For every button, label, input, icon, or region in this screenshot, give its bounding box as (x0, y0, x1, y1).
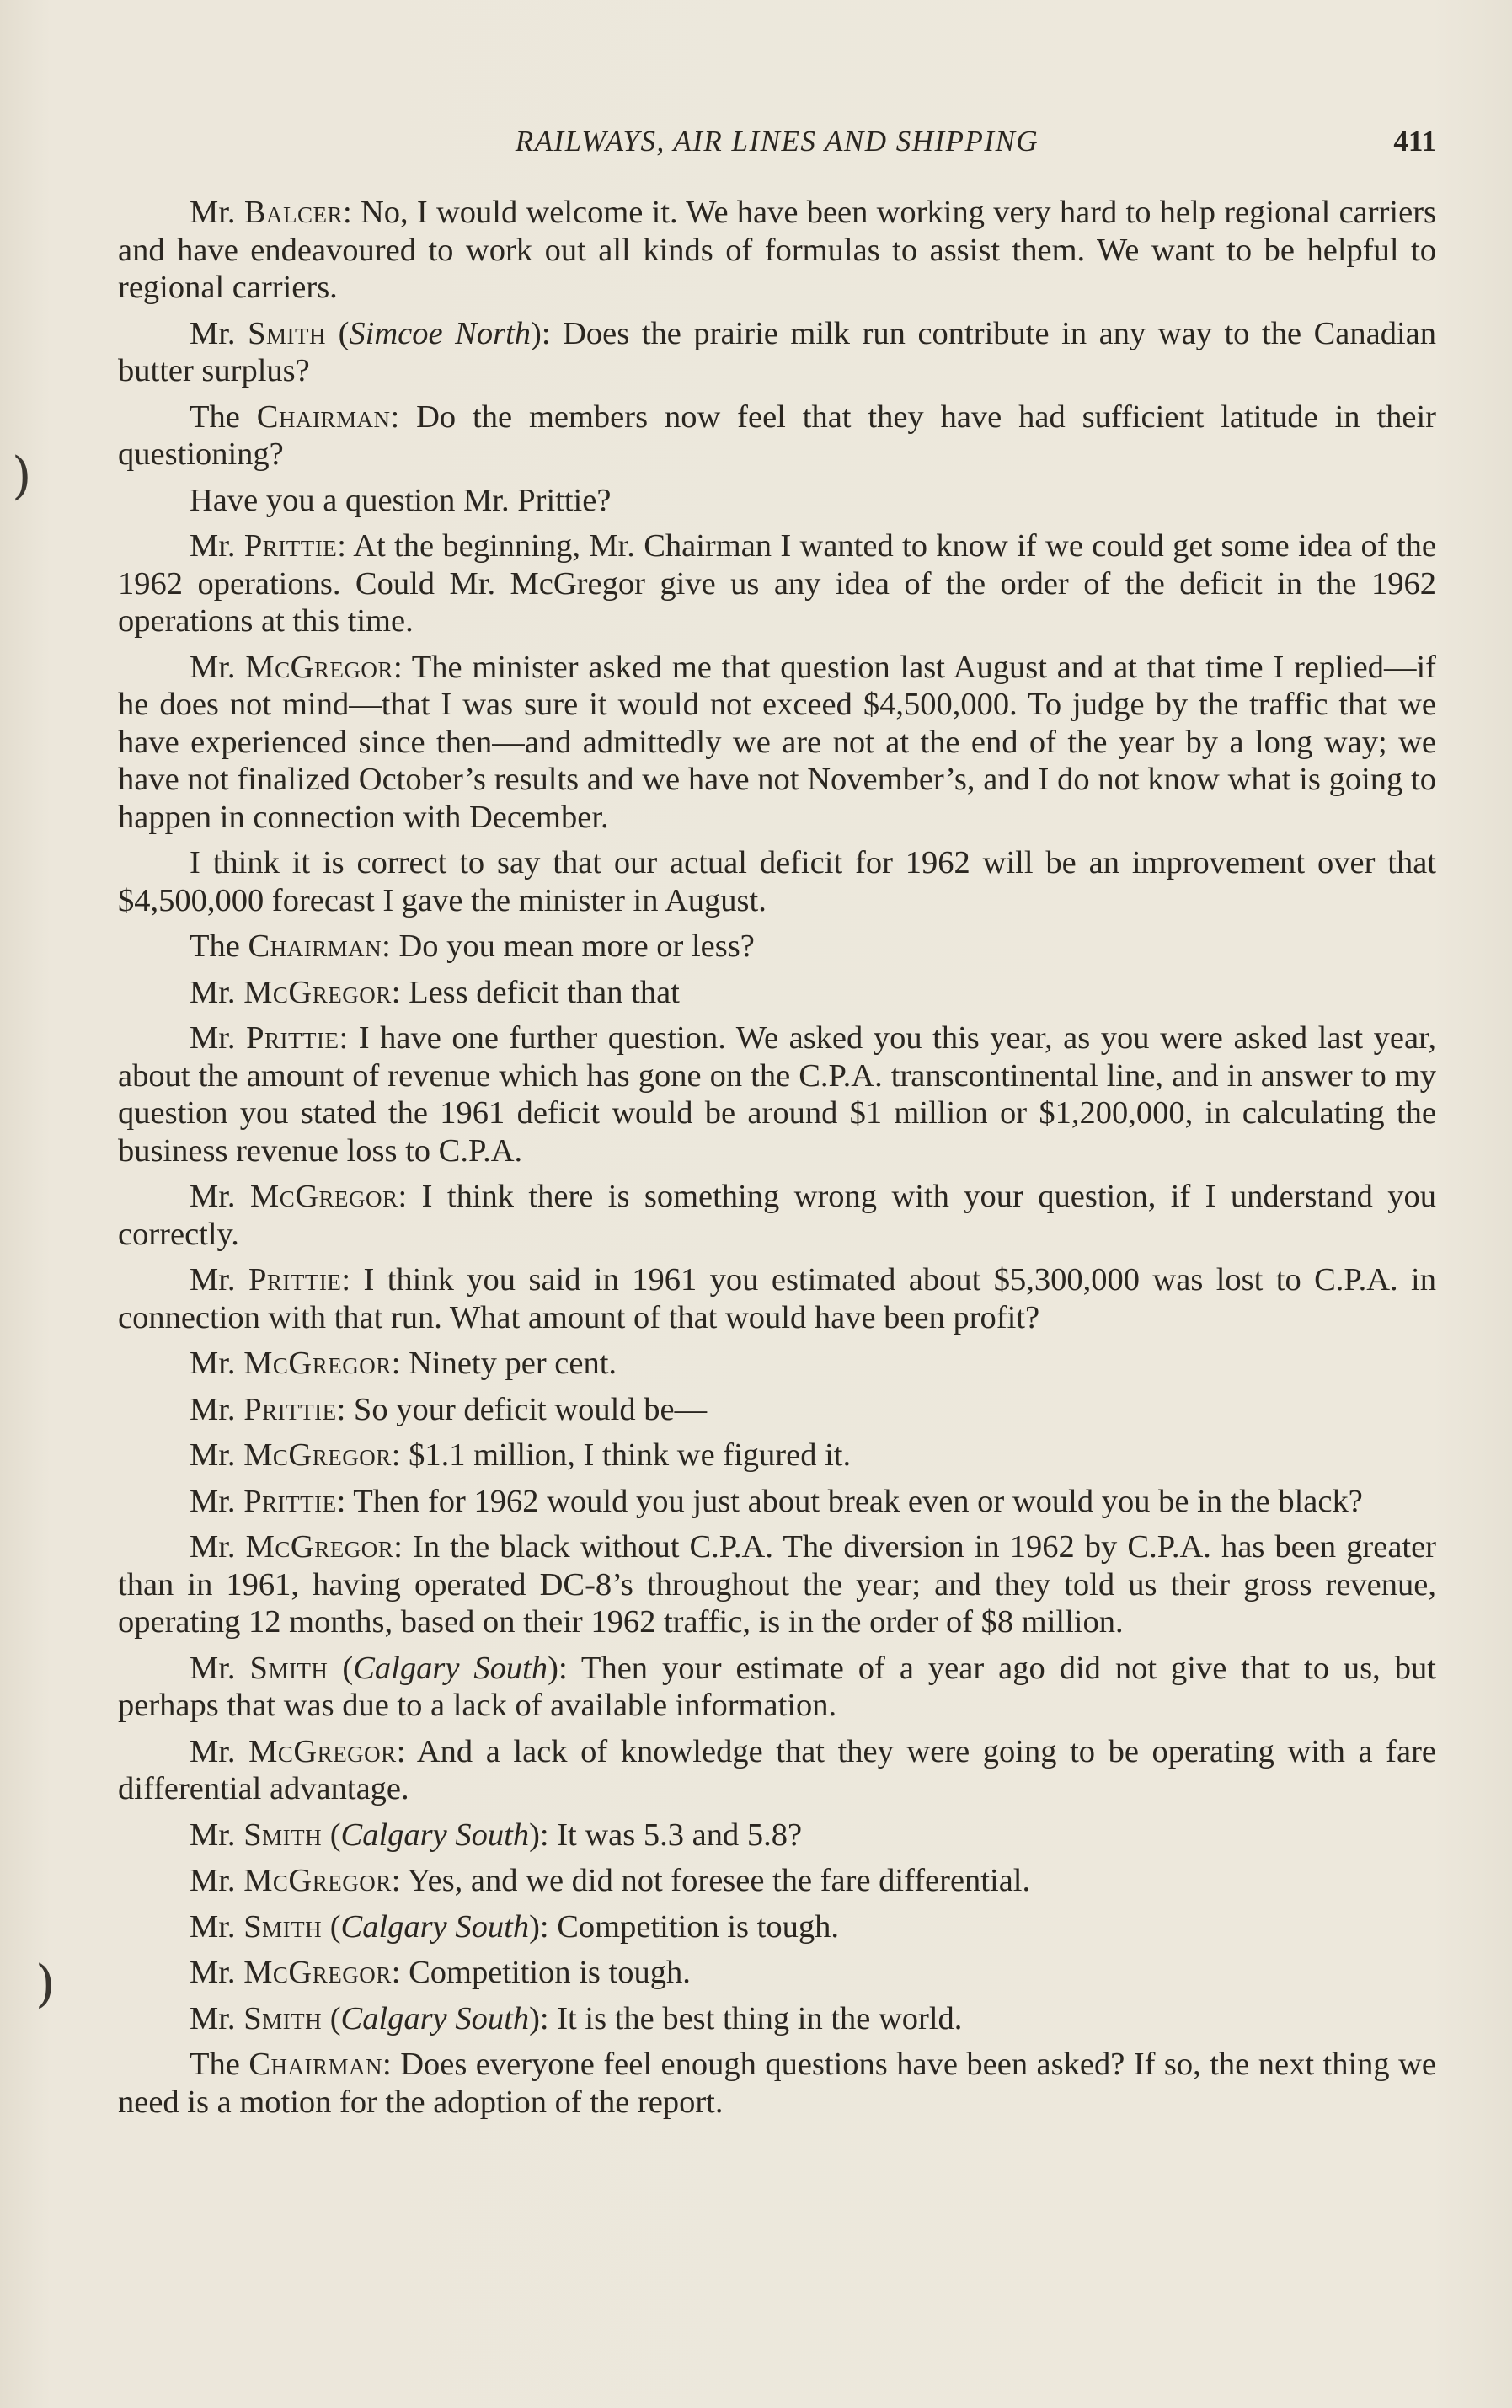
transcript-body (118, 194, 1436, 2129)
margin-bracket-mark: ) (12, 447, 32, 506)
paragraph-text: It was 5.3 and 5.8? (557, 1817, 803, 1853)
transcript-paragraph: Mr. McGregor: The minister asked me that question last August and at that time I replied—if he does not mind—that I was sure it would not exceed $4,500,000. To judge by the traffic that we have experienced since then—and admittedly we are not at the end of the year by a long way; we have not finalized October’s results and we have not November’s, and I do not know what is going to happen in connection with December. (118, 649, 1436, 835)
transcript-paragraph: Mr. Prittie: I think you said in 1961 you estimated about $5,300,000 was lost to C.P.A. in connection with that run. What amount of that would have been profit? (118, 1262, 1436, 1335)
paragraph-text: Does everyone feel enough questions have been asked? If so, the next thing we need is a motion for the adoption of the report. (118, 2047, 1437, 2120)
speaker-name: Mr. Smith (190, 1908, 323, 1945)
speaker-name: Mr. Prittie (190, 1483, 337, 1519)
speaker-name: The Chairman (190, 2047, 383, 2082)
transcript-paragraph (118, 482, 1436, 520)
paragraph-text: I think it is correct to say that our actual deficit for 1962 will be an improvement over that $4,500,000 forecast I gave the minister in August. (118, 845, 1436, 918)
speaker-name: The Chairman (190, 928, 382, 964)
transcript-paragraph: Mr. Prittie: Then for 1962 would you just about break even or would you be in the black? (190, 1483, 1363, 1519)
transcript-paragraph: Mr. Smith (Calgary South): Then your estimate of a year ago did not give that to us, but perhaps that was due to a lack of available information. (118, 1650, 1436, 1723)
transcript-paragraph: Mr. Smith (Simcoe North): Does the prairie milk run contribute in any way to the Canadian butter surplus? (118, 315, 1436, 388)
paragraph-text: I think there is something wrong with your question, if I understand you correctly. (118, 1179, 1436, 1252)
transcript-paragraph: Mr. Prittie: At the beginning, Mr. Chairman I wanted to know if we could get some idea of the 1962 operations. Could Mr. McGregor give us any idea of the order of the deficit in the 1962 operations at this time. (118, 528, 1436, 639)
page-number: 411 (1393, 125, 1436, 158)
riding-name: Calgary South (340, 1817, 530, 1853)
speaker-name: Mr. Smith (190, 1817, 323, 1853)
paragraph-text: Then for 1962 would you just about break even or would you be in the black? (353, 1483, 1363, 1519)
speaker-name: Mr. McGregor (190, 1955, 392, 1990)
speaker-name: Mr. McGregor (190, 1863, 392, 1898)
paragraph-text: Competition is tough. (409, 1955, 691, 1990)
paragraph-text: The minister asked me that question last August and at that time I replied—if he does not mind—that I was sure it would not exceed $4,500,000. To judge by the traffic that we have experienced since then—and admittedly we are not at the end of the year by a long way; we have not finalized October’s results and we have not November’s, and I do not know what is going to happen in connection with December. (118, 649, 1436, 835)
speaker-name: Mr. Balcer (190, 195, 343, 230)
transcript-paragraph: Mr. Smith (Calgary South): Competition is tough. (190, 1908, 839, 1945)
speaker-name: Mr. McGregor (190, 1733, 397, 1769)
margin-bracket-mark: ) (35, 1955, 56, 2014)
transcript-paragraph: Mr. Balcer: No, I would welcome it. We have been working very hard to help regional carriers and have endeavoured to work out all kinds of formulas to assist them. We want to be helpful to regional carriers. (118, 195, 1437, 305)
paragraph-text: Have you a question Mr. Prittie? (190, 482, 612, 518)
paragraph-text: It is the best thing in the world. (557, 2000, 963, 2036)
paragraph-text: No, I would welcome it. We have been working very hard to help regional carriers and have endeavoured to work out all kinds of formulas to assist them. We want to be helpful to regional carriers. (118, 195, 1437, 305)
transcript-paragraph: Mr. McGregor: And a lack of knowledge that they were going to be operating with a fare differential advantage. (118, 1733, 1436, 1806)
speaker-name: Mr. McGregor (190, 1346, 392, 1381)
speaker-name: Mr. Prittie (190, 1391, 337, 1427)
transcript-paragraph: Mr. McGregor: In the black without C.P.A. The diversion in 1962 by C.P.A. has been greater than in 1961, having operated DC-8’s throughout the year; and they told us their gross revenue, operating 12 months, based on their 1962 traffic, is in the order of $8 million. (118, 1529, 1437, 1640)
speaker-name: Mr. McGregor (190, 974, 392, 1010)
transcript-paragraph: Mr. Smith (Calgary South): It is the best thing in the world. (190, 2000, 963, 2036)
paragraph-text: Does the prairie milk run contribute in any way to the Canadian butter surplus? (118, 315, 1436, 388)
riding-name: Simcoe North (349, 315, 532, 351)
speaker-name: Mr. Prittie (190, 1262, 342, 1298)
riding-name: Calgary South (340, 2000, 530, 2036)
paragraph-text: And a lack of knowledge that they were going to be operating with a fare differential advantage. (118, 1733, 1436, 1806)
transcript-paragraph: Mr. McGregor: Less deficit than that (190, 974, 680, 1010)
paragraph-text: In the black without C.P.A. The diversion in 1962 by C.P.A. has been greater than in 1961, having operated DC-8’s throughout the year; and they told us their gross revenue, operating 12 months, based on their 1962 traffic, is in the order of $8 million. (118, 1529, 1437, 1640)
transcript-paragraph: Mr. McGregor: Yes, and we did not foresee the fare differential. (190, 1863, 1031, 1898)
transcript-paragraph: Mr. Smith (Calgary South): It was 5.3 and 5.8? (190, 1817, 803, 1853)
speaker-name: Mr. Prittie (190, 528, 338, 564)
speaker-name: Mr. Prittie (190, 1020, 339, 1056)
transcript-paragraph: The Chairman: Does everyone feel enough questions have been asked? If so, the next thing we need is a motion for the adoption of the report. (118, 2047, 1437, 2120)
transcript-paragraph: Mr. McGregor: Competition is tough. (190, 1955, 691, 1990)
paragraph-text: Yes, and we did not foresee the fare differential. (407, 1863, 1031, 1898)
page-header (118, 125, 1436, 167)
speaker-name: Mr. McGregor (190, 649, 393, 685)
paragraph-text: Do you mean more or less? (398, 928, 755, 964)
speaker-name: Mr. Smith (190, 315, 327, 351)
speaker-name: Mr. McGregor (190, 1437, 392, 1473)
riding-name: Calgary South (340, 1908, 530, 1945)
speaker-name: Mr. Smith (190, 2000, 323, 2036)
transcript-paragraph: Mr. Prittie: So your deficit would be— (190, 1391, 708, 1427)
transcript-paragraph: Mr. McGregor: Ninety per cent. (190, 1346, 617, 1381)
riding-name: Calgary South (353, 1650, 548, 1686)
transcript-paragraph: The Chairman: Do you mean more or less? (190, 928, 755, 964)
transcript-paragraph: Mr. McGregor: $1.1 million, I think we figured it. (190, 1437, 852, 1473)
transcript-paragraph (118, 844, 1436, 919)
paragraph-text: So your deficit would be— (353, 1391, 708, 1427)
speaker-name: Mr. Smith (190, 1650, 329, 1686)
speaker-name: Mr. McGregor (190, 1179, 398, 1214)
paragraph-text: Competition is tough. (557, 1908, 839, 1945)
paragraph-text: $1.1 million, I think we figured it. (409, 1437, 852, 1473)
speaker-name: The Chairman (190, 399, 391, 435)
transcript-paragraph: Mr. Prittie: I have one further question. We asked you this year, as you were asked last year, about the amount of revenue which has gone on the C.P.A. transcontinental line, and in answer to my question you stated the 1961 deficit would be around $1 million or $1,200,000, in calculating the business revenue loss to C.P.A. (118, 1020, 1436, 1169)
paragraph-text: Then your estimate of a year ago did not give that to us, but perhaps that was due to a lack of available information. (118, 1650, 1436, 1723)
running-head: RAILWAYS, AIR LINES AND SHIPPING (515, 125, 1039, 158)
transcript-paragraph: The Chairman: Do the members now feel that they have had sufficient latitude in their questioning? (118, 399, 1437, 472)
speaker-name: Mr. McGregor (190, 1529, 394, 1565)
paragraph-text: Ninety per cent. (409, 1346, 617, 1381)
paragraph-text: At the beginning, Mr. Chairman I wanted to know if we could get some idea of the 1962 operations. Could Mr. McGregor give us any idea of the order of the deficit in the 1962 operations at this time. (118, 528, 1436, 639)
paragraph-text: I have one further question. We asked you this year, as you were asked last year, about the amount of revenue which has gone on the C.P.A. transcontinental line, and in answer to my question you stated the 1961 deficit would be around $1 million or $1,200,000, in calculating the business revenue loss to C.P.A. (118, 1020, 1436, 1169)
paragraph-text: I think you said in 1961 you estimated about $5,300,000 was lost to C.P.A. in connection with that run. What amount of that would have been profit? (118, 1262, 1436, 1335)
transcript-paragraph: Mr. McGregor: I think there is something wrong with your question, if I understand you correctly. (118, 1179, 1436, 1252)
paragraph-text: Do the members now feel that they have had sufficient latitude in their questioning? (118, 399, 1437, 472)
paragraph-text: Less deficit than that (409, 974, 680, 1010)
